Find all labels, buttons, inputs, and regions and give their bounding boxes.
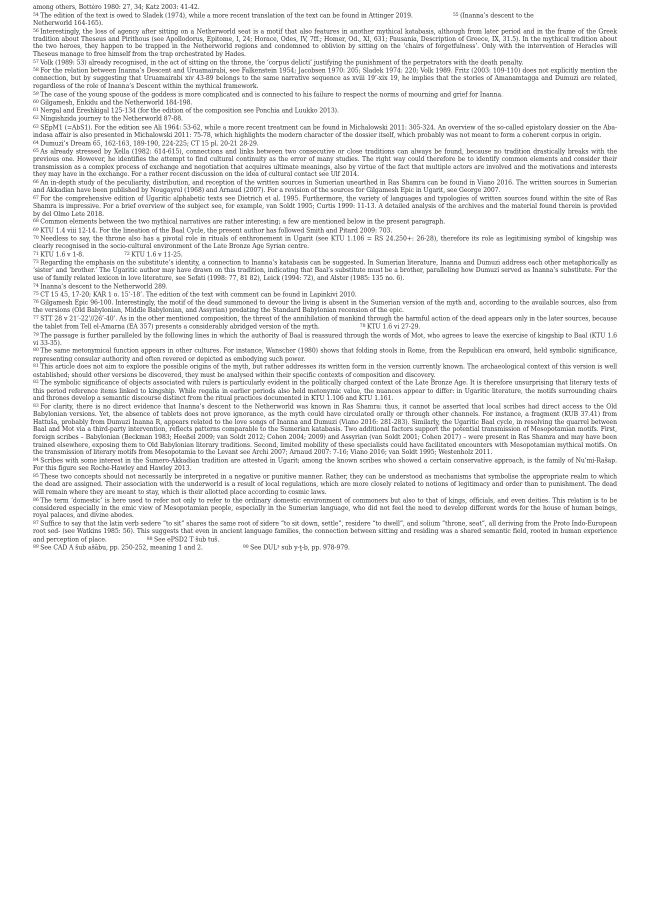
footnote bbox=[33, 291, 617, 299]
footnote bbox=[33, 363, 617, 379]
footnote-text: See CAD A šub ašābu, pp. 250-252, meaning 1 and 2. bbox=[40, 544, 203, 552]
footnote-text: Netherworld 164-165). bbox=[33, 19, 104, 27]
footnote bbox=[33, 283, 617, 291]
footnote bbox=[33, 195, 617, 219]
footnote-text: Volk (1989: 53) already recognised, in the act of sitting on the throne, the ‘corpus delicti’ justifying the punishment of the perpetrators with the death penalty. bbox=[40, 59, 524, 67]
footnote-number: 76 bbox=[33, 300, 39, 306]
footnote bbox=[33, 544, 617, 552]
footnote bbox=[33, 457, 617, 473]
footnote bbox=[33, 299, 617, 315]
footnote-number: 60 bbox=[33, 99, 39, 105]
footnote bbox=[33, 99, 617, 107]
footnote bbox=[33, 91, 617, 99]
footnote bbox=[33, 227, 617, 235]
footnote-text: Suffice to say that the latin verb sedere “to sit” shares the same root of sidere “to sit down, settle”, residere “to dwell”, and solium “throne, seat”, all deriving from the Proto Indo-European root sed- (see Watkins 1985: 56). This suggests that even in ancient language families, the connection between sitting and residing was a shared semantic field, rooted in human experience and perception of place. bbox=[33, 520, 617, 544]
footnote-number: 81 bbox=[33, 364, 39, 370]
footnote-text: See ePSD2 T šub tuš. bbox=[154, 536, 220, 544]
footnote-text: For the relation between Inanna’s Descent and Uruamairabi, see Falkenstein 1954; Jacobsen 1970: 205; Sladek 1974: 220; Volk 1989. Fritz (2003: 109-110) does not explicitly mention the connection, but by suggesting that Uruamairabi xiv 43-89 belongs to the same narrative sequence as xviii 19’-xix 19, he implies that the stories of Amanamtagga and Dumuzi are related, regardless of the role of Inanna’s Descent within the mythical framework. bbox=[33, 67, 617, 90]
footnote-text: Dumuzi’s Dream 65, 162-163, 189-190, 224-225; CT 15 pl. 20-21 28-29. bbox=[40, 140, 259, 148]
footnote-number: 62 bbox=[33, 116, 39, 122]
footnote bbox=[33, 497, 617, 521]
footnote-text: SEpM1 (=AbS1). For the edition see Ali 1964: 53-62, while a more recent treatment can be found in Michalowski 2011: 305-324. An overview of the so-called epistolary dossier on the Aba-indasa affair is also presented in Michalowski 2011: 75-78, which highlights the modern character of the dossier itself, which probably was not meant to form a coherent corpus in origin. bbox=[33, 124, 617, 139]
footnote bbox=[33, 107, 617, 115]
footnote-number: 87 bbox=[33, 521, 39, 527]
footnote-text: Regarding the emphasis on the substitute’s identity, a connection to Inanna’s katabasis can be suggested. In Sumerian literature, Inanna and Dumuzi address each other metaphorically as ‘sister’ and ‘brother.’ The Ugaritic author may have drawn on this tradition, indicating that Baal’s substitute must be a brother, paralleling how Dumuzi served as Inanna’s substitute. For the use of family related lexicon in love literature, see Sefati (1998: 77, 81 82), Leick (1994: 72), and Alster (1985: 135 no. 6). bbox=[33, 259, 617, 282]
footnote bbox=[33, 259, 617, 283]
footnote bbox=[33, 473, 617, 497]
footnote-number: 69 bbox=[33, 227, 39, 233]
footnote-text: among others, Bottéro 1980: 27, 34; Katz 2003: 41-42. bbox=[33, 4, 200, 11]
footnote-number: 80 bbox=[33, 348, 39, 354]
footnote bbox=[33, 251, 617, 259]
footnote bbox=[33, 520, 617, 544]
footnote-text: STT 28 v 21’-22’//26’-40’. As in the other mentioned composition, the threat of the annihilation of mankind through the harmful action of the dead appears only in the later sources, because the tablet from Tell el-Amarna (EA 357) presents a considerably abridged version of the myth. bbox=[33, 315, 617, 331]
footnote-number: 78 bbox=[359, 324, 366, 330]
footnote-number: 63 bbox=[33, 124, 39, 130]
footnote-number: 59 bbox=[33, 91, 39, 97]
footnote bbox=[33, 59, 617, 67]
footnote bbox=[33, 315, 617, 332]
footnote-text: The same metonymical function appears in other cultures. For instance, Wanscher (1980) shows that folding stools in Rome, from the Republican era onward, held symbolic significance, representing consular authority and often revered or depicted as embodying such power. bbox=[33, 348, 617, 363]
footnote-text: For the comprehensive edition of Ugaritic alphabetic texts see Dietrich et al. 1995. Furthermore, the variety of languages and typologies of written sources found within the site of Ras Shamra is impressive. For a brief overview of the subject see, for example, van Soldt 1995; Curtis 1999: 11-13. A detailed analysis of the archives and the material found therein is provided by del Olmo Lete 2018. bbox=[33, 195, 617, 218]
footnote bbox=[33, 332, 617, 348]
footnote bbox=[33, 4, 617, 12]
footnote-number: 67 bbox=[33, 195, 39, 201]
footnote-text: Interestingly, the loss of agency after sitting on a Netherworld seat is a motif that also features in another mythical katabasis, although from later period and in the frame of the Greek tradition about Theseus and Pirithous (see Apollodorus, Epitome, I, 24; Horace, Odes, IV, 7ff.; Homer, Od., XI, 631; Pausania, Description of Greece, IX, 31.5). In the mythical tradition about the two heroes, they happen to be trapped in the Netherworld regions and condemned to oblivion by sitting on the ‘chairs of forgetfulness’. Only with the intervention of Heracles will Theseus manage to free himself from the trap orchestrated by Hades. bbox=[33, 28, 617, 59]
footnote bbox=[33, 28, 617, 59]
footnote-number: 75 bbox=[33, 291, 39, 297]
footnote-number: 57 bbox=[33, 59, 39, 65]
footnote-text: The symbolic significance of objects associated with rulers is particularly evident in the politically charged context of the Late Bronze Age. It is therefore unsurprising that literary texts of this period reference items linked to kingship. While regalia in earlier periods also held metonymic value, the nuances appear to differ: in Ugaritic literature, the motifs surrounding chairs and thrones develop a semantic discourse distinct from the ritual practices documented in KTU 1.106 and KTU 1.161. bbox=[33, 379, 617, 403]
footnote-number: 55 bbox=[452, 12, 459, 18]
footnote-number: 89 bbox=[33, 545, 39, 551]
footnote bbox=[33, 218, 617, 226]
footnote-text: KTU 1.6 v 11-25. bbox=[131, 251, 183, 259]
footnote-number: 88 bbox=[146, 536, 153, 542]
footnote-number: 74 bbox=[33, 283, 39, 289]
footnote-number: 71 bbox=[33, 251, 39, 257]
footnote-number: 84 bbox=[33, 458, 39, 464]
footnote-text: These two concepts should not necessarily be interpreted in a negative or punitive manner. Rather, they can be understood as mechanisms that symbolise the appropriate realm to which the dead are assigned. Their association with the underworld is a result of local regulations, which are more closely related to notions of legitimacy and order than to punishment. The dead will remain where they are meant to stay, which is their allotted place according to cosmic laws. bbox=[33, 473, 617, 496]
footnote-text: Needless to say, the throne also has a pivotal role in rituals of enthronement in Ugarit (see KTU 1.106 = RS 24.250+: 26-28), therefore its role as legitimising symbol of kingship was clearly recognised in the socio-cultural environment of the Late Bronze Age Syrian centre. bbox=[33, 235, 617, 251]
footnote-text: The term ‘domestic’ is here used to refer not only to refer to the ordinary domestic environment of commoners but also to that of kings, officials, and even deities. This relation is to be considered especially in the emic view of Mesopotamian people, especially in the Sumerian language, who did not feel the need to develop different words for the house of human beings, royal palaces, and divine abodes. bbox=[33, 497, 617, 520]
footnote-number: 86 bbox=[33, 497, 39, 503]
footnote-text: The case of the young spouse of the goddess is more complicated and is connected to his failure to respect the norms of mourning and grief for Inanna. bbox=[40, 91, 503, 99]
footnote-text: For clarity, there is no direct evidence that Inanna’s descent to the Netherworld was known in Ras Shamra: thus, it cannot be asserted that local scribes had direct access to the Old Babylonian versions. Yet, the absence of tablets does not prove ignorance, as the myth could have circulated orally or through other channels. For instance, a fragment (KUB 37.41) from Hattuša, probably from Dumuzi Inanna R, appears related to the love songs of Inanna and Dumuzi (Viano 2016: 281-283). Similarly, the Ugaritic Baal cycle, in resolving the quarrel between Baal and Mot via a third-party intervention, reflects patterns comparable to the Sumerian katabasis. Two additional factors support the potential transmission of Mesopotamian motifs. First, foreign scribes – Babylonian (Beckman 1983; Heeßel 2009; van Soldt 2012; Cohen 2004; 2009) and Assyrian (van Soldt 2001; Cohen 2017) – were present in Ras Shamra and may have been trained elsewhere, exposing them to Old Babylonian literary traditions. Second, limited mobility of these specialists could have facilitated encounters with Mesopotamian mythical motifs. On the transmission of literary motifs from Mesopotamia to the Levant see Archi 2007; Arnaud 2007: 7-16; Viano 2016; van Soldt 1995; Westenholz 2011. bbox=[33, 403, 617, 457]
footnote-text: See DUL³ sub y-ṯ-b, pp. 978-979. bbox=[250, 544, 350, 552]
footnote-text: (Inanna’s descent to the bbox=[460, 12, 534, 20]
footnote bbox=[33, 115, 617, 123]
footnote-number: 54 bbox=[33, 12, 39, 18]
footnote bbox=[33, 12, 617, 20]
footnote-number: 56 bbox=[33, 28, 39, 34]
footnote bbox=[33, 148, 617, 179]
footnote bbox=[33, 140, 617, 148]
footnote-number: 58 bbox=[33, 68, 39, 74]
footnote-text: As already stressed by Xella (1982: 614-615), connections and links between two consecutive or close traditions can always be found, because no tradition drastically breaks with the previous one. However, he identifies the attempt to find cultural continuity as the error of many studies. The right way could therefore be to identify common elements and consider their transmission as a complex process of exchange and negotiation that acquires ultimate meanings, also by virtue of the fact that multiple actors are involved and the motivations and interests they may have in the exchange. For a rather recent discussion on the idea of cultural contact see Ulf 2014. bbox=[33, 148, 617, 179]
footnote-text: The passage is further paralleled by the following lines in which the authority of Baal is reassured through the words of Mot, who agrees to leave the exercise of kingship to Baal (KTU 1.6 vi 33-35). bbox=[33, 332, 617, 347]
footnote-number: 85 bbox=[33, 473, 39, 479]
footnote-text: Scribes with some interest in the Sumero-Akkadian tradition are attested in Ugarit; among the known scribes who showed a certain conservative approach, is the family of Nu’mi-Rašap. For this figure see Roche-Hawley and Hawley 2013. bbox=[33, 457, 617, 473]
footnote-number: 70 bbox=[33, 235, 39, 241]
footnote-text: The edition of the text is owed to Sladek (1974), while a more recent translation of the text can be found in Attinger 2019. bbox=[40, 12, 413, 20]
footnote-text: KTU 1.4 viii 12-14. For the lineation of the Baal Cycle, the present author has followed Smith and Pitard 2009: 703. bbox=[40, 227, 393, 235]
footnote-text: KTU 1.6 v 1-8. bbox=[40, 251, 84, 259]
footnote-number: 68 bbox=[33, 219, 39, 225]
footnote bbox=[33, 379, 617, 403]
footnote bbox=[33, 67, 617, 91]
footnote-number: 64 bbox=[33, 140, 39, 146]
footnote-text: Inanna’s descent to the Netherworld 289. bbox=[40, 283, 168, 291]
footnote-number: 65 bbox=[33, 148, 39, 154]
footnote-text: Gilgamesh, Enkidu and the Netherworld 184-198. bbox=[40, 99, 193, 107]
footnote-number: 90 bbox=[242, 545, 249, 551]
footnotes-page bbox=[33, 4, 617, 552]
footnote-text: An in-depth study of the peculiarity, distribution, and reception of the written sources in Sumerian unearthed in Ras Shamra can be found in Viano 2016. The written sources in Sumerian and Akkadian have been published by Nougayrol (1968) and Arnaud (2007). For a revision of the sources for Gilgamesh Epic in Ugarit, see George 2007. bbox=[33, 179, 617, 195]
footnote bbox=[33, 179, 617, 195]
footnote-text: Common elements between the two mythical narratives are rather interesting; a few are mentioned below in the present paragraph. bbox=[40, 219, 446, 227]
footnote-text: This article does not aim to explore the possible origins of the myth, but rather addresses its written form in the version currently known. The archaeological context of this version is well established; should other versions be discovered, they must be analysed within their specific contexts of composition and discovery. bbox=[33, 363, 617, 379]
footnote bbox=[33, 20, 617, 28]
footnote bbox=[33, 403, 617, 457]
footnote-text: Nergal and Ereshkigal 125-134 (for the edition of the composition see Ponchia and Luukko 2013). bbox=[40, 107, 339, 115]
footnote-number: 66 bbox=[33, 179, 39, 185]
footnote-text: Gilgamesh Epic 96-100. Interestingly, the motif of the dead summoned to devour the living is absent in the Sumerian version of the myth and, according to the available sources, also from the versions (Old Babylonian, Middle Babylonian, and Assyrian) predating the Standard Babylonian recension of the epic. bbox=[33, 299, 617, 315]
footnote bbox=[33, 124, 617, 140]
footnote-number: 61 bbox=[33, 108, 39, 114]
footnote-number: 72 bbox=[124, 251, 130, 257]
footnote-text: CT 15 45, 17-20; KAR 1 o. 15’-18’. The edition of the text with comment can be found in Lapinkivi 2010. bbox=[40, 291, 357, 299]
footnote-number: 82 bbox=[33, 380, 39, 386]
footnote-text: Ningishzida journey to the Netherworld 87-88. bbox=[40, 115, 183, 123]
footnote bbox=[33, 235, 617, 251]
footnote-number: 83 bbox=[33, 403, 39, 409]
footnote-number: 77 bbox=[33, 316, 39, 322]
footnote-number: 73 bbox=[33, 260, 39, 266]
footnote bbox=[33, 347, 617, 363]
footnote-number: 79 bbox=[33, 332, 39, 338]
footnote-text: KTU 1.6 vi 27-29. bbox=[367, 323, 421, 331]
